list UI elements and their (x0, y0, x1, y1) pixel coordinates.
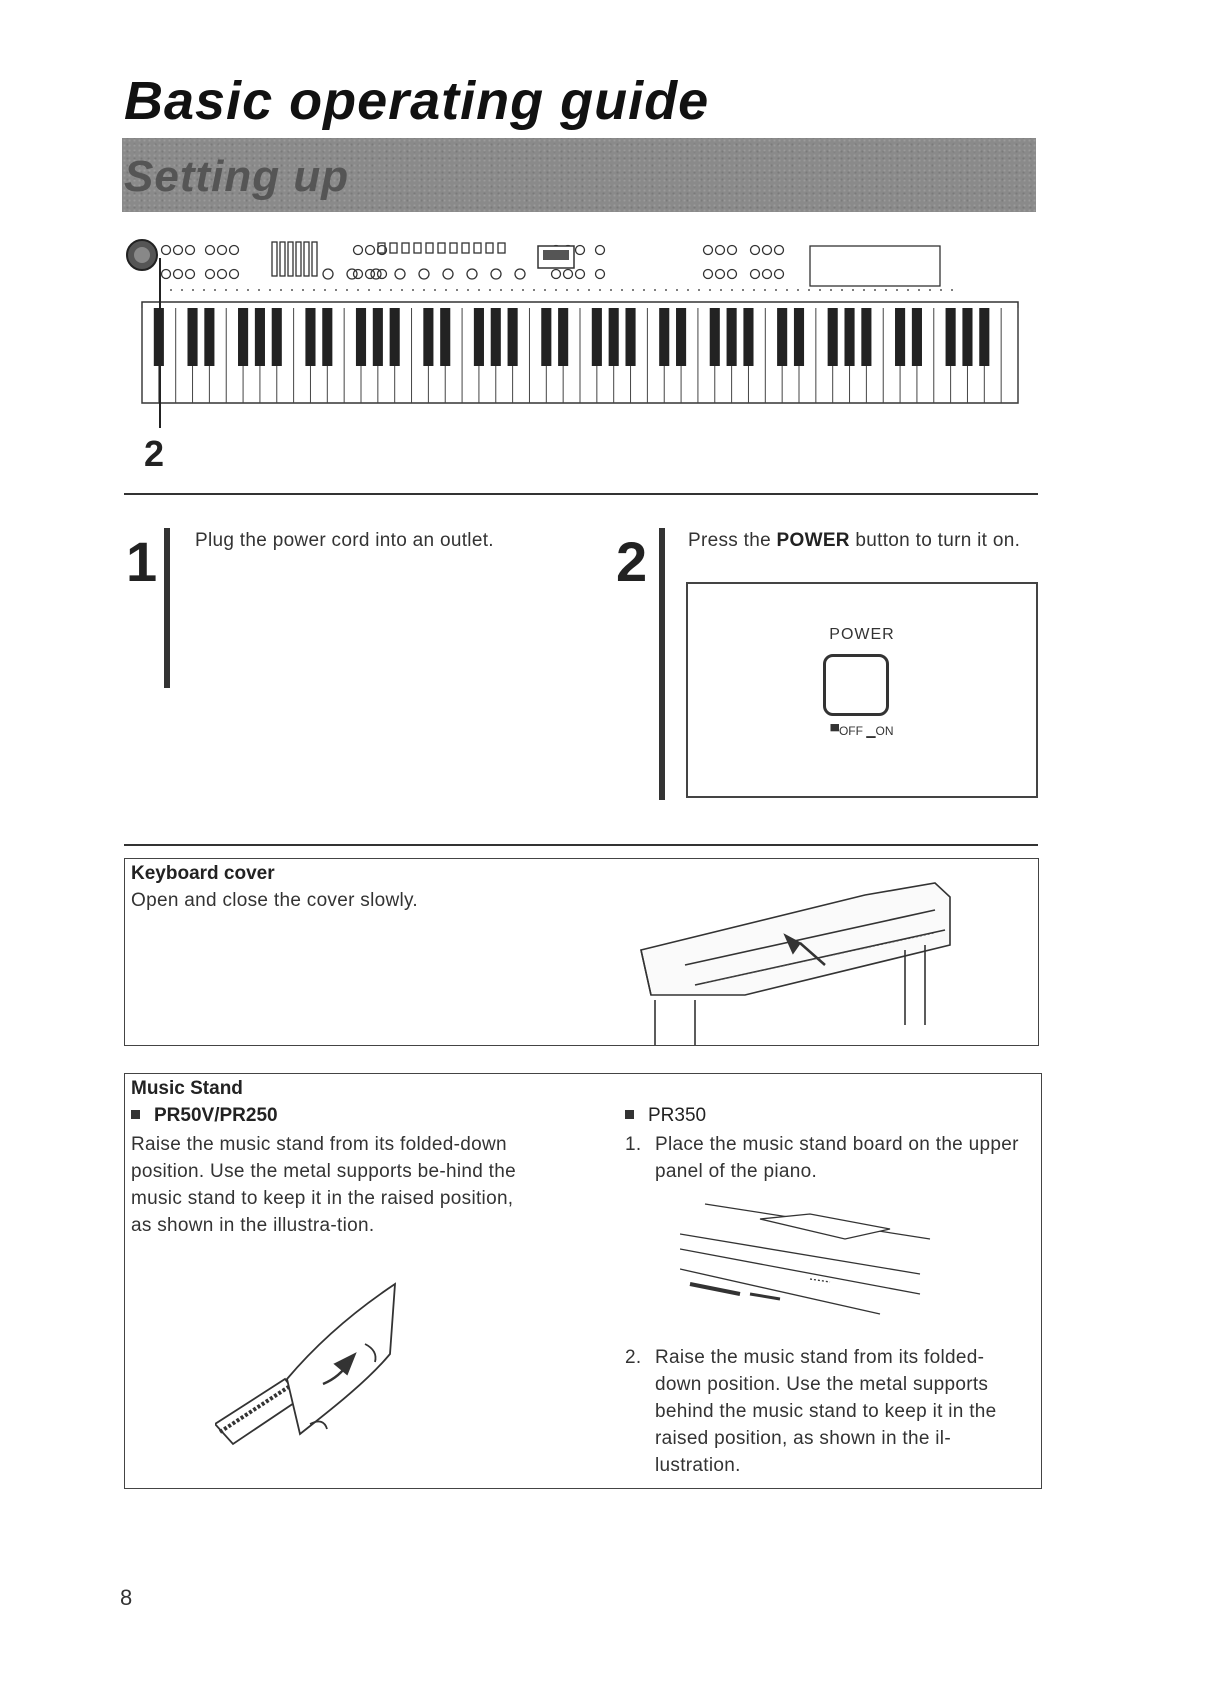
section-banner (122, 138, 1036, 212)
piano-cover-illustration (635, 875, 1015, 1045)
page-number: 8 (120, 1585, 133, 1610)
diagram-callout-number: 2 (144, 433, 165, 474)
power-label: POWER (829, 626, 895, 643)
step-2-bar (659, 528, 665, 800)
divider (124, 493, 1038, 495)
music-stand-frame (124, 1073, 1042, 1489)
bullet-square-icon (131, 1110, 140, 1119)
pr350-item-1-text: Place the music stand board on the upper panel of the piano. (655, 1134, 1019, 1182)
step-1-bar (164, 528, 170, 688)
keyboard-cover-text: Open and close the cover slowly. (131, 890, 419, 911)
page-title: Basic operating guide (124, 71, 710, 131)
pr350-item-2-text: Raise the music stand from its folded-down position. Use the metal supports behind the music stand to keep it in the raised position, as shown in the il-lustration. (655, 1347, 997, 1476)
power-panel (686, 582, 1038, 798)
music-stand-left-text: Raise the music stand from its folded-down position. Use the metal supports be-hind the music stand to keep it in the raised position, as shown in the illustra-tion. (131, 1134, 516, 1236)
pr350-panel-illustration (680, 1194, 960, 1324)
keyboard-cover-frame (124, 858, 1039, 1046)
bullet-square-icon (625, 1110, 634, 1119)
keyboard-diagram (120, 228, 1040, 480)
pr350-item-1-number: 1. (625, 1134, 642, 1155)
step-2-number: 2 (616, 530, 648, 593)
section-title: Setting up (124, 152, 350, 201)
keyboard-cover-heading: Keyboard cover (131, 863, 275, 884)
pr350-item-2-number: 2. (625, 1347, 642, 1368)
music-stand-heading: Music Stand (131, 1078, 243, 1099)
step-1-text: Plug the power cord into an outlet. (195, 530, 494, 551)
step-2-text: Press the POWER button to turn it on. (688, 530, 1021, 551)
step-1-number: 1 (126, 530, 158, 593)
piano-keyboard-icon (142, 302, 1018, 403)
music-stand-illustration (215, 1274, 435, 1474)
model-pr350-heading: PR350 (625, 1105, 706, 1127)
model-pr50v-heading: PR50V/PR250 (131, 1105, 278, 1127)
divider (124, 844, 1038, 846)
power-state-label: ▀OFF ▁ON (830, 724, 894, 738)
power-button[interactable] (823, 654, 889, 716)
